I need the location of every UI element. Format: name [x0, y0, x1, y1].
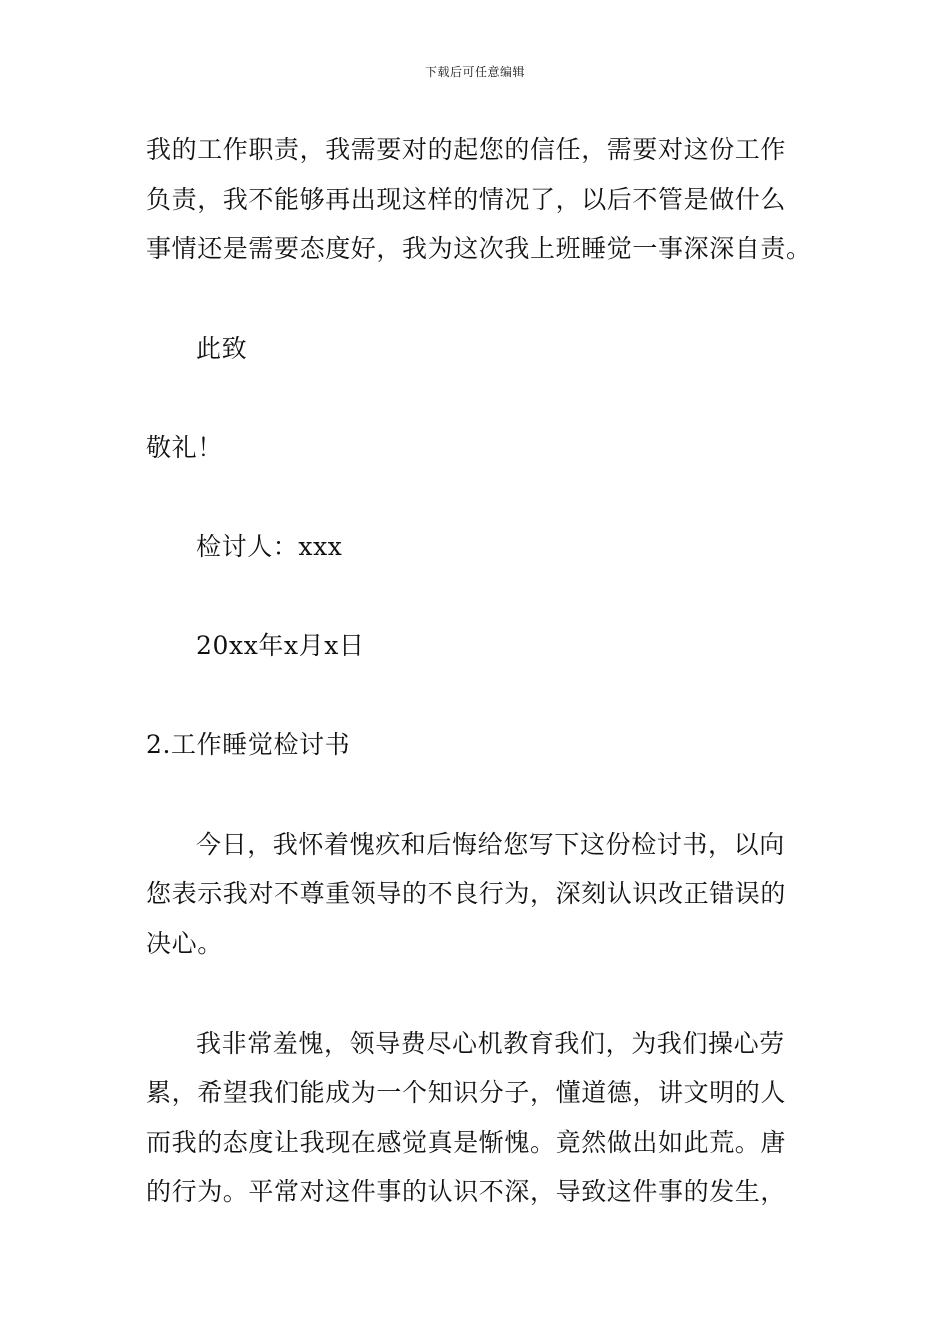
closing-salutation: 此致	[196, 334, 248, 363]
body-text-line: 今日，我怀着愧疚和后悔给您写下这份检讨书，以向	[196, 830, 785, 859]
page-header: 下载后可任意编辑	[424, 65, 525, 79]
signatory: 检讨人：xxx	[196, 532, 343, 561]
body-text-line: 您表示我对不尊重领导的不良行为，深刻认识改正错误的	[146, 879, 787, 908]
section-heading: 2.工作睡觉检讨书	[146, 730, 351, 759]
closing-regards: 敬礼！	[146, 433, 223, 462]
body-text-line: 事情还是需要态度好，我为这次我上班睡觉一事深深自责。	[146, 234, 812, 263]
body-text-line: 累，希望我们能成为一个知识分子，懂道德，讲文明的人	[146, 1078, 787, 1107]
body-text-line: 我的工作职责，我需要对的起您的信任，需要对这份工作	[146, 135, 787, 164]
body-text-line: 负责，我不能够再出现这样的情况了，以后不管是做什么	[146, 185, 787, 214]
body-text-line: 的行为。平常对这件事的认识不深，导致这件事的发生，	[146, 1177, 787, 1206]
body-text-line: 而我的态度让我现在感觉真是惭愧。竟然做出如此荒。唐	[146, 1128, 787, 1157]
body-text-line: 我非常羞愧，领导费尽心机教育我们，为我们操心劳	[196, 1029, 785, 1058]
body-text-line: 决心。	[146, 929, 223, 958]
signature-date: 20xx年x月x日	[196, 631, 365, 660]
